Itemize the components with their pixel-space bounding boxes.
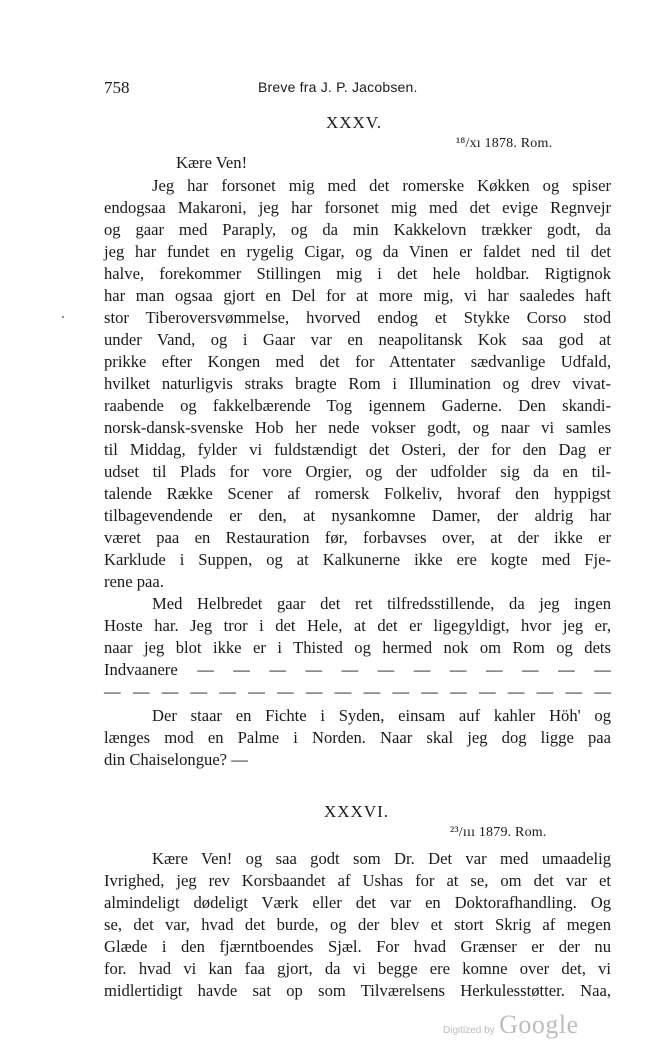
text-line: og gaar med Paraply, og da min Kakkelovn trækker godt, da	[104, 220, 611, 239]
dash: —	[478, 682, 496, 701]
text-line: halve, forekommer Stillingen mig i det hele holdbar. Rigtignok	[104, 264, 611, 283]
text-line: til Middag, fylder vi fuldstændigt det Osteri, der for den Dag er	[104, 440, 611, 459]
text-line: se, det var, hvad det burde, og der blev et stort Skrig af megen	[104, 915, 611, 934]
text-line: rene paa.	[104, 572, 164, 591]
text-line: jeg har fundet en rygelig Cigar, og da Vinen er faldet ned til det	[104, 242, 611, 261]
dash: —	[269, 660, 286, 679]
text-line: Indvaanere	[104, 660, 178, 679]
dash: —	[594, 660, 611, 679]
dateline-xxxvi: ²³/ııı 1879. Rom.	[450, 825, 547, 840]
dash: —	[485, 660, 503, 679]
dash: —	[363, 682, 381, 701]
text-line: for. hvad vi kan faa gjort, da vi begge ere komne over det, vi	[104, 959, 611, 978]
dash: —	[248, 682, 265, 701]
dash: —	[132, 682, 150, 701]
text-line: Hoste har. Jeg tror i det Hele, at det er ligegyldigt, hvor jeg er,	[104, 616, 611, 635]
dash: —	[104, 682, 121, 701]
text-line: været paa en Restauration før, forbavses over, at der ikke er	[104, 528, 611, 547]
text-line: almindeligt dødeligt Værk eller det var en Doktorafhandling. Og	[104, 893, 611, 912]
dash: —	[161, 682, 179, 701]
text-line: Ivrighed, jeg rev Korsbaandet af Ushas for at se, om det var et	[104, 871, 611, 890]
text-line: under Vand, og i Gaar var en neapolitansk Kok saa god at	[104, 330, 611, 349]
text-line: Kære Ven! og saa godt som Dr. Det var med umaadelig	[152, 849, 611, 868]
text-line: naar jeg blot ikke er i Thisted og hermed nok om Rom og dets	[104, 638, 611, 657]
dash: —	[507, 682, 525, 701]
text-line: midlertidigt havde sat op som Tilværelsens Herkulesstøtter. Naa,	[104, 981, 611, 1000]
dash-line-2	[104, 681, 611, 703]
text-line: Glæde i den fjærntboendes Sjæl. For hvad Grænser er der nu	[104, 937, 611, 956]
text-line: tilbagevendende er den, at nysankomne Damer, der aldrig har	[104, 506, 611, 525]
text-line: hvilket naturligvis straks bragte Rom i Illumination og drev vivat-	[104, 374, 611, 393]
text-line: Jeg har forsonet mig med det romerske Køkken og spiser	[152, 176, 611, 195]
text-line: din Chaiselongue? —	[104, 750, 248, 769]
text-line: norsk-dansk-svenske Hob her nede vokser godt, og naar vi samles	[104, 418, 611, 437]
text-line: raabende og fakkelbærende Tog igennem Gaderne. Den skandi-	[104, 396, 611, 415]
dash: —	[277, 682, 294, 701]
digitized-by-text: Digitized by	[443, 1025, 495, 1036]
dash: —	[450, 682, 467, 701]
dash: —	[558, 660, 575, 679]
text-line: stor Tiberoversvømmelse, hvorved endog et Stykke Corso stod	[104, 308, 611, 327]
digitized-watermark	[443, 1010, 579, 1040]
page-number: 758	[104, 78, 130, 97]
dash: —	[305, 682, 323, 701]
dash: —	[197, 660, 214, 679]
dash: —	[594, 682, 611, 701]
text-line: Karklude i Suppen, og at Kalkunerne ikke ere kogte med Fje-	[104, 550, 611, 569]
dash: —	[190, 682, 208, 701]
dash: —	[392, 682, 410, 701]
running-head: Breve fra J. P. Jacobsen.	[258, 79, 418, 95]
text-line: Der staar en Fichte i Syden, einsam auf kahler Höh' og	[152, 706, 611, 725]
dateline-xxxv: ¹⁸/xı 1878. Rom.	[456, 136, 553, 151]
text-line: længes mod en Palme i Norden. Naar skal jeg dog ligge paa	[104, 728, 611, 747]
dash-line-1	[104, 659, 611, 681]
text-line: udset til Plads for vore Orgier, og der udfolder sig da en til-	[104, 462, 611, 481]
dash: —	[305, 660, 323, 679]
dash: —	[413, 660, 431, 679]
text-line: prikke efter Kongen med det for Attentater sædvanlige Udfald,	[104, 352, 611, 371]
salutation: Kære Ven!	[176, 153, 248, 172]
google-logo: Google	[499, 1010, 579, 1039]
margin-mark	[62, 316, 64, 318]
letter-heading-xxxvi: XXXVI.	[324, 802, 390, 821]
dash: —	[233, 660, 250, 679]
dash: —	[565, 682, 583, 701]
dash: —	[377, 660, 395, 679]
text-line: endogsaa Makaroni, jeg har forsonet mig med det evige Regnvejr	[104, 198, 611, 217]
dash: —	[449, 660, 467, 679]
dash: —	[522, 660, 539, 679]
dash: —	[219, 682, 236, 701]
dash: —	[334, 682, 352, 701]
text-line: har man ogsaa gjort en Del for at more mig, vi har saaledes haft	[104, 286, 611, 305]
dash: —	[341, 660, 359, 679]
dash: —	[536, 682, 554, 701]
text-line: talende Række Scener af romersk Folkeliv, hvoraf den hyppigst	[104, 484, 611, 503]
text-line: Med Helbredet gaar det ret tilfredsstillende, da jeg ingen	[152, 594, 611, 613]
letter-heading-xxxv: XXXV.	[326, 113, 383, 132]
dash: —	[421, 682, 438, 701]
